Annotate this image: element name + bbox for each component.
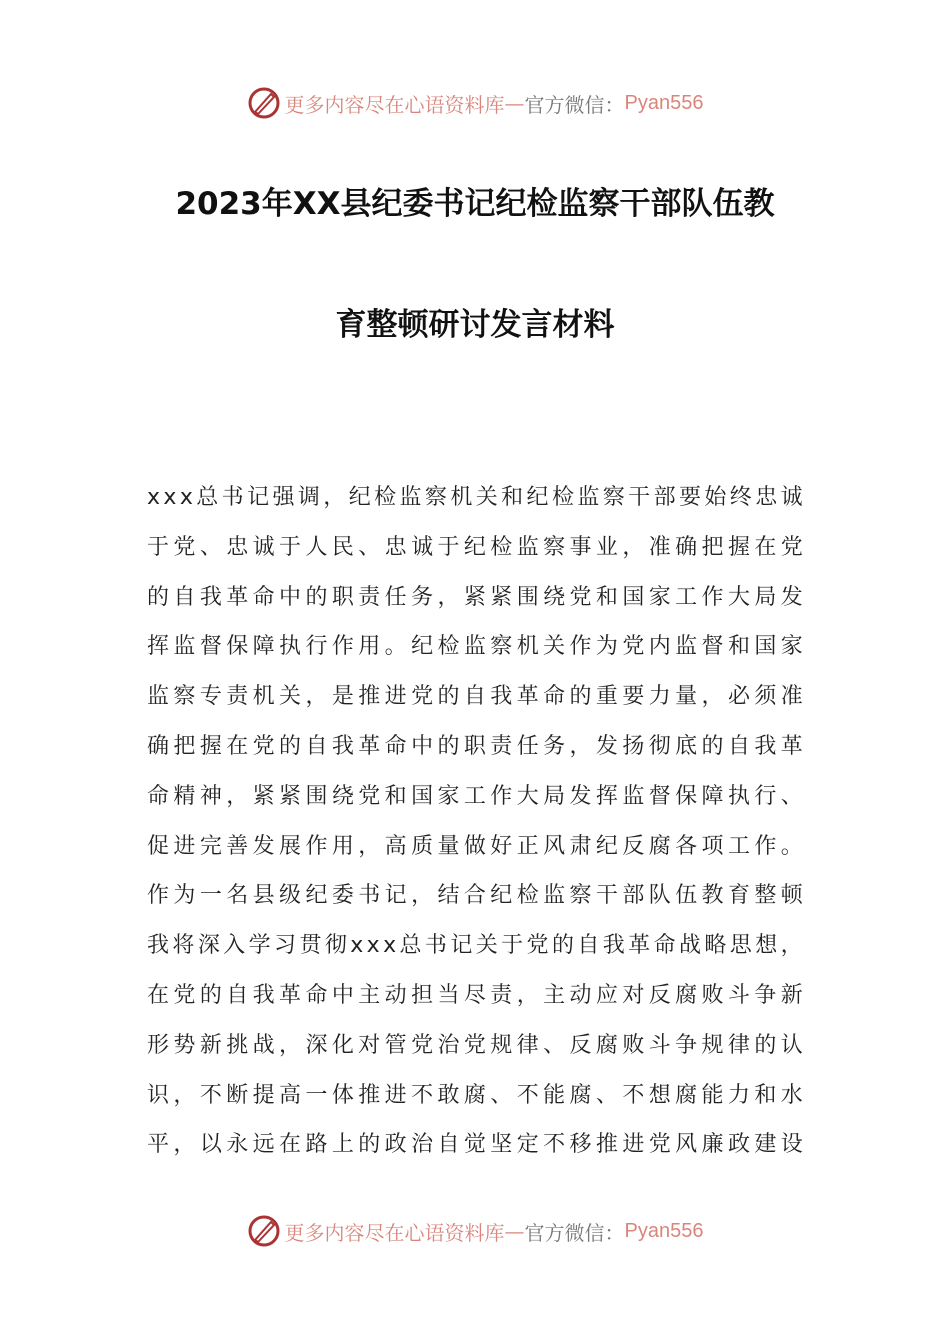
body-line: 形 势 新 挑 战 ， 深 化 对 管 党 治 党 规 律 、 反 腐 败 斗 争 规 律 的 认 bbox=[147, 1032, 803, 1058]
body-line: 促 进 完 善 发 展 作 用 ， 高 质 量 做 好 正 风 肃 纪 反 腐 各 项 工 作 。 bbox=[147, 833, 803, 859]
watermark-wechat-id: Pyan556 bbox=[624, 91, 704, 114]
body-line: x x x 总 书 记 强 调 ， 纪 检 监 察 机 关 和 纪 检 监 察 干 部 要 始 终 忠 诚 bbox=[147, 485, 803, 510]
watermark-wechat-label: 官方微信： bbox=[524, 92, 625, 117]
body-line: 作 为 一 名 县 级 纪 委 书 记 ， 结 合 纪 检 监 察 干 部 队 伍 教 育 整 顿 bbox=[147, 883, 803, 909]
body-line: 命 精 神 ， 紧 紧 围 绕 党 和 国 家 工 作 大 局 发 挥 监 督 保 障 执 行 、 bbox=[147, 783, 803, 809]
pen-logo-icon bbox=[247, 1214, 281, 1248]
watermark-wechat-id: Pyan556 bbox=[624, 1219, 704, 1242]
body-line: 监 察 专 责 机 关 ， 是 推 进 党 的 自 我 革 命 的 重 要 力 量 ， 必 须 准 bbox=[147, 684, 803, 710]
header-watermark bbox=[0, 83, 950, 123]
body-line: 平 ， 以 永 远 在 路 上 的 政 治 自 觉 坚 定 不 移 推 进 党 风 廉 政 建 设 bbox=[147, 1132, 803, 1158]
pen-logo-icon bbox=[247, 86, 281, 120]
watermark-text: 更多内容尽在心语资料库 bbox=[284, 1220, 505, 1245]
watermark-dash: — bbox=[504, 91, 525, 115]
footer-watermark bbox=[0, 1211, 950, 1251]
body-line: 在 党 的 自 我 革 命 中 主 动 担 当 尽 责 ， 主 动 应 对 反 腐 败 斗 争 新 bbox=[147, 983, 803, 1008]
document-title-line-1: 2023年XX县纪委书记纪检监察干部队伍教 bbox=[175, 186, 775, 222]
body-line: 挥 监 督 保 障 执 行 作 用 。 纪 检 监 察 机 关 作 为 党 内 监 督 和 国 家 bbox=[147, 634, 803, 660]
body-line: 的 自 我 革 命 中 的 职 责 任 务 ， 紧 紧 围 绕 党 和 国 家 工 作 大 局 发 bbox=[147, 584, 803, 610]
body-line: 我 将 深 入 学 习 贯 彻 x x x 总 书 记 关 于 党 的 自 我 革 命 战 略 思 想 ， bbox=[147, 933, 803, 959]
watermark-wechat-label: 官方微信： bbox=[524, 1220, 625, 1245]
body-line: 识 ， 不 断 提 高 一 体 推 进 不 敢 腐 、 不 能 腐 、 不 想 腐 能 力 和 水 bbox=[147, 1082, 803, 1108]
watermark-text: 更多内容尽在心语资料库 bbox=[284, 92, 505, 117]
watermark-dash: — bbox=[504, 1219, 525, 1243]
body-line: 确 把 握 在 党 的 自 我 革 命 中 的 职 责 任 务 ， 发 扬 彻 底 的 自 我 革 bbox=[147, 734, 803, 759]
body-line: 于 党 、 忠 诚 于 人 民 、 忠 诚 于 纪 检 监 察 事 业 ， 准 确 把 握 在 党 bbox=[147, 534, 803, 560]
document-title-line-2: 育整顿研讨发言材料 bbox=[335, 307, 615, 343]
